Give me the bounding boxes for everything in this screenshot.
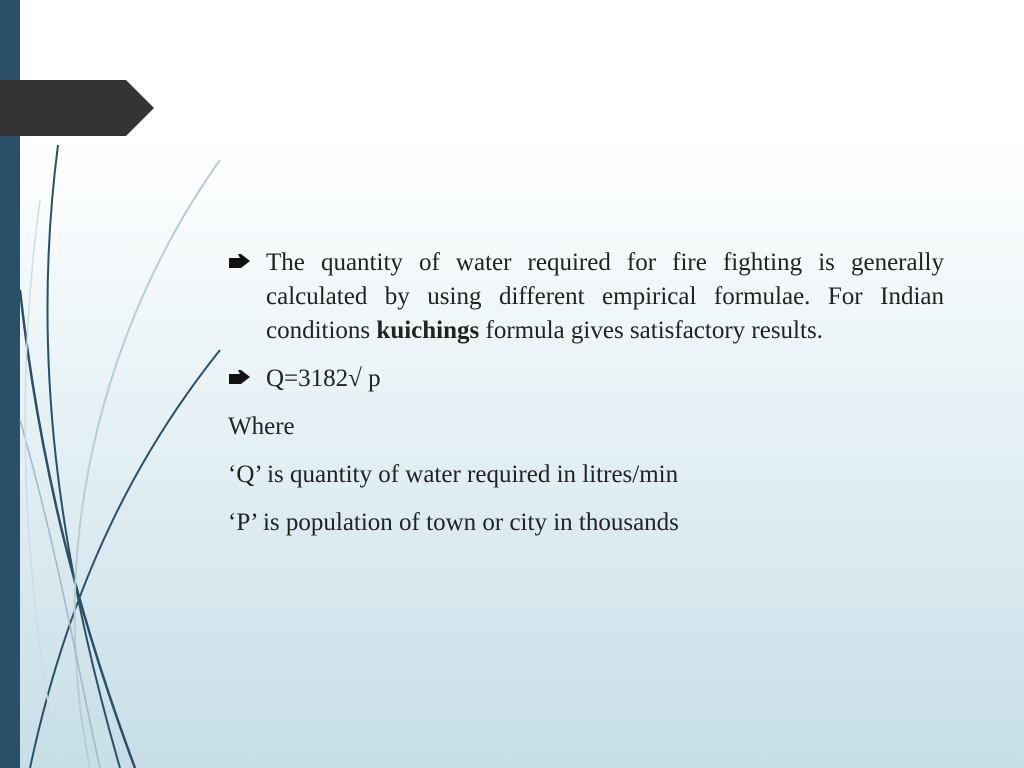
bullet-text-bold: kuichings (376, 317, 480, 344)
pointing-hand-icon (228, 368, 252, 386)
title-tab-shape (0, 80, 154, 136)
bullet-formula (228, 362, 944, 396)
bullet-text-after: formula gives satisfactory results. (479, 317, 823, 344)
formula-text: Q=3182√ p (266, 365, 381, 392)
slide-content (228, 246, 944, 554)
definition-q: ‘Q’ is quantity of water required in litres/min (228, 461, 679, 488)
definition-p: ‘P’ is population of town or city in thousands (228, 509, 679, 536)
bullet-text-before: The quantity of water required for fire fighting is generally calculated by using different empirical formulae. For Indian conditions (266, 249, 944, 344)
bullet-fire-fighting (228, 246, 944, 348)
where-label: Where (228, 413, 295, 440)
pointing-hand-icon (228, 252, 252, 270)
